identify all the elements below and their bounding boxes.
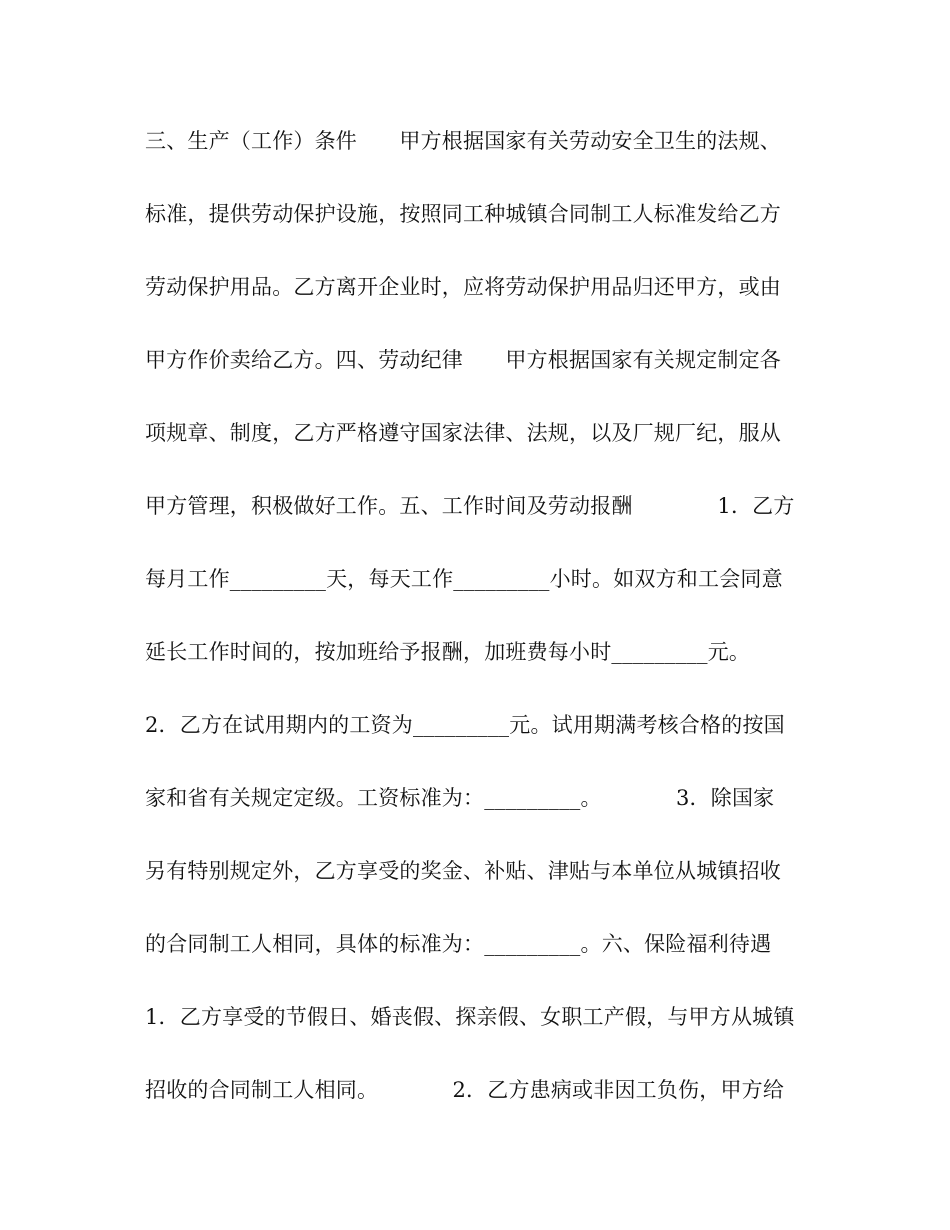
text-line-3: 劳动保护用品。乙方离开企业时，应将劳动保护用品归还甲方，或由 (145, 275, 781, 299)
text-line-2: 标准，提供劳动保护设施，按照同工种城镇合同制工人标准发给乙方 (145, 202, 781, 226)
text-line-14: 招收的合同制工人相同。 2．乙方患病或非因工负伤，甲方给 (145, 1078, 785, 1102)
text-line-4: 甲方作价卖给乙方。四、劳动纪律 甲方根据国家有关规定制定各 (145, 348, 781, 372)
text-line-9: 2．乙方在试用期内的工资为_________元。试用期满考核合格的按国 (145, 713, 785, 737)
text-line-7: 每月工作_________天，每天工作_________小时。如双方和工会同意 (145, 567, 783, 591)
text-line-10: 家和省有关规定定级。工资标准为：_________。 3．除国家 (145, 786, 775, 810)
contract-body-text (145, 118, 815, 1140)
text-line-13: 1．乙方享受的节假日、婚丧假、探亲假、女职工产假，与甲方从城镇 (145, 1005, 795, 1029)
text-line-8: 延长工作时间的，按加班给予报酬，加班费每小时_________元。 (145, 640, 751, 664)
text-line-1: 三、生产（工作）条件 甲方根据国家有关劳动安全卫生的法规、 (145, 129, 781, 153)
text-line-12: 的合同制工人相同，具体的标准为：_________。六、保险福利待遇 (145, 932, 772, 956)
text-line-5: 项规章、制度，乙方严格遵守国家法律、法规，以及厂规厂纪，服从 (145, 421, 781, 445)
text-line-11: 另有特别规定外，乙方享受的奖金、补贴、津贴与本单位从城镇招收 (145, 859, 781, 883)
text-line-6: 甲方管理，积极做好工作。五、工作时间及劳动报酬 1．乙方 (145, 494, 795, 518)
